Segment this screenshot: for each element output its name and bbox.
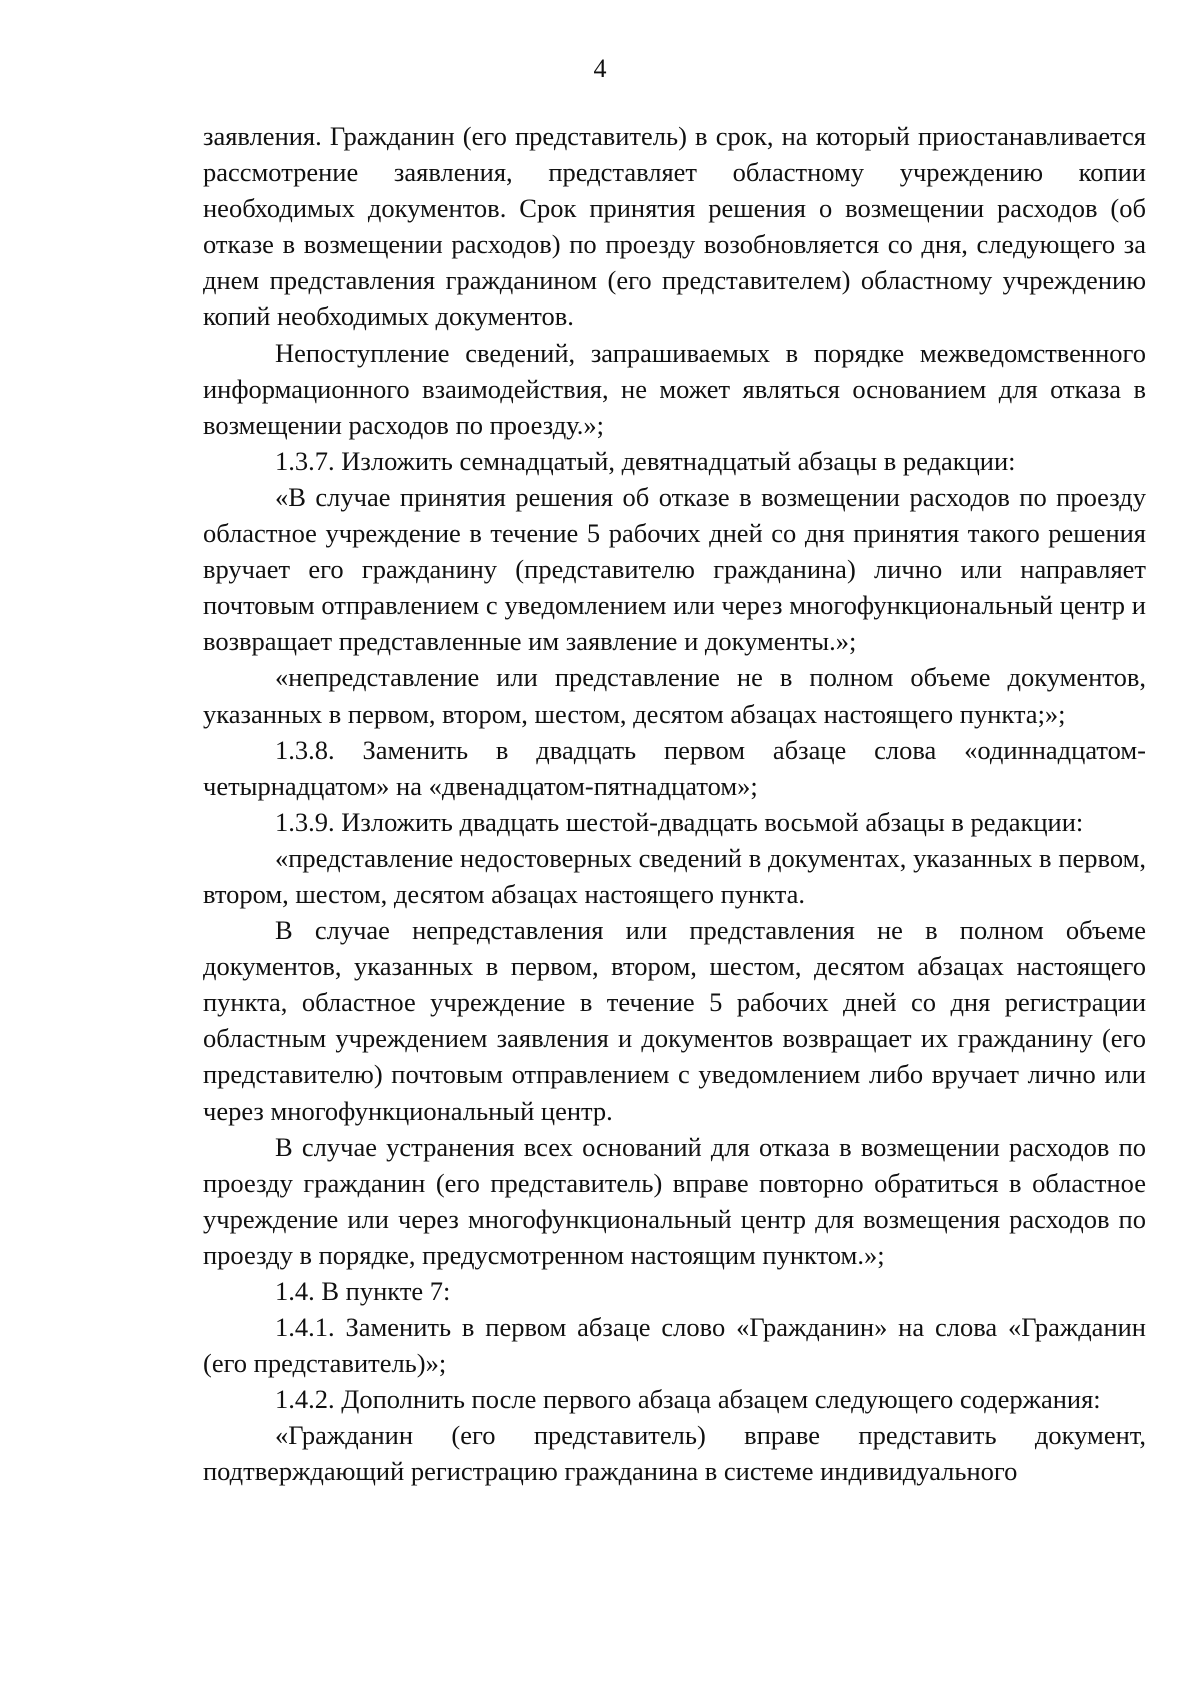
paragraph: Непоступление сведений, запрашиваемых в порядке межведомственного информационного взаимодействия, не может являться основанием для отказа в возмещении расходов по проезду.»; (203, 337, 1146, 440)
paragraph: «представление недостоверных сведений в документах, указанных в первом, втором, шестом, десятом абзацах настоящего пункта. (203, 842, 1146, 909)
paragraph: «непредставление или представление не в полном объеме документов, указанных в первом, втором, шестом, десятом абзацах настоящего пункта;»; (203, 662, 1146, 729)
paragraph: В случае устранения всех оснований для отказа в возмещении расходов по проезду гражданин (его представитель) вправе повторно обратиться в областное учреждение или через многофункциональный центр для возмещения расходов по проезду в порядке, предусмотренном настоящим пунктом.»; (203, 1131, 1146, 1270)
paragraph: 1.4. В пункте 7: (275, 1276, 451, 1306)
paragraph: 1.3.8. Заменить в двадцать первом абзаце слова «одиннадцатом-четырнадцатом» на «двенадцатом-пятнадцатом»; (203, 734, 1146, 801)
paragraph: 1.3.7. Изложить семнадцатый, девятнадцатый абзацы в редакции: (275, 445, 1016, 476)
page-number: 4 (593, 54, 607, 83)
paragraph: 1.4.1. Заменить в первом абзаце слово «Гражданин» на слова «Гражданин (его представитель)»; (203, 1312, 1146, 1379)
paragraph: заявления. Гражданин (его представитель) в срок, на который приостанавливается рассмотрение заявления, представляет областному учреждению копии необходимых документов. Срок принятия решения о возмещении расходов (об отказе в возмещении расходов) по проезду возобновляется со дня, следующего за днем представления гражданином (его представителем) областному учреждению копий необходимых документов. (203, 121, 1146, 332)
paragraph: 1.3.9. Изложить двадцать шестой-двадцать восьмой абзацы в редакции: (275, 806, 1084, 837)
paragraph: «В случае принятия решения об отказе в возмещении расходов по проезду областное учреждение в течение 5 рабочих дней со дня принятия такого решения вручает его гражданину (представителю гражданина) лично или направляет почтовым отправлением с уведомлением или через многофункциональный центр и возвращает представленные им заявление и документы.»; (203, 481, 1146, 657)
document-body (203, 118, 1146, 1490)
paragraph: «Гражданин (его представитель) вправе представить документ, подтверждающий регистрацию гражданина в системе индивидуального (203, 1420, 1146, 1487)
paragraph: 1.4.2. Дополнить после первого абзаца абзацем следующего содержания: (275, 1384, 1101, 1415)
paragraph: В случае непредставления или представления не в полном объеме документов, указанных в первом, втором, шестом, десятом абзацах настоящего пункта, областное учреждение в течение 5 рабочих дней со дня регистрации областным учреждением заявления и документов возвращает их гражданину (его представителю) почтовым отправлением с уведомлением либо вручает лично или через многофункциональный центр. (203, 915, 1146, 1126)
